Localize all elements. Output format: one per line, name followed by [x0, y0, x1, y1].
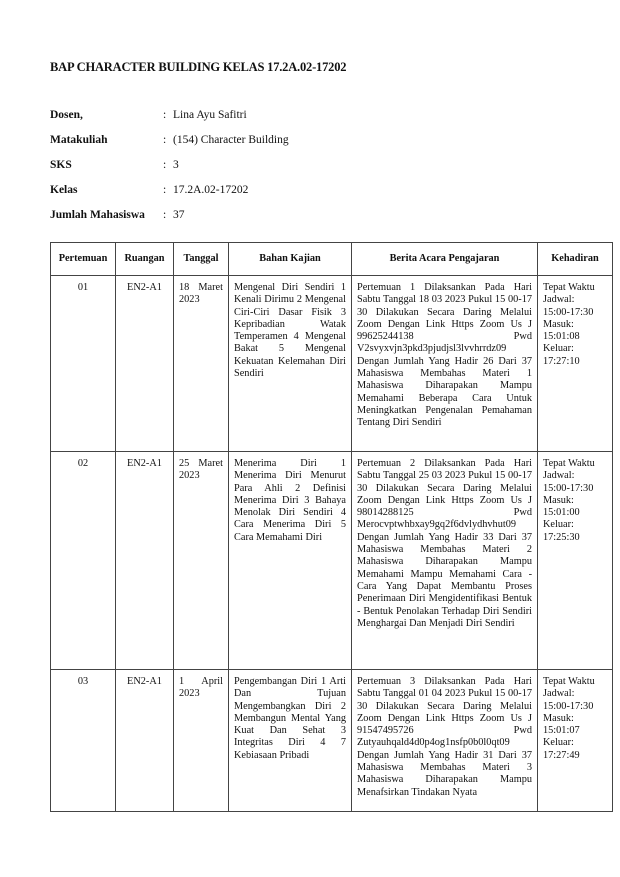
kehadiran-status: Tepat Waktu [543, 458, 595, 469]
cell-kehadiran [538, 276, 613, 452]
info-value: 3 [173, 158, 179, 171]
document-title: BAP CHARACTER BUILDING KELAS 17.2A.02-17202 [50, 60, 347, 74]
info-label: Kelas [50, 183, 78, 196]
cell-tanggal: 18 Maret 2023 [174, 276, 229, 452]
info-value: 37 [173, 208, 185, 221]
header-berita-acara: Berita Acara Pengajaran [352, 243, 538, 276]
info-colon: : [163, 183, 167, 196]
header-bahan-kajian: Bahan Kajian [229, 243, 352, 276]
info-value: Lina Ayu Safitri [173, 108, 247, 121]
course-info [50, 102, 289, 227]
kehadiran-keluar-label: Keluar: [543, 343, 574, 355]
kehadiran-masuk-label: Masuk: [543, 494, 574, 506]
kehadiran-jadwal-value: 15:00-17:30 [543, 482, 594, 494]
table-row [51, 670, 613, 812]
kehadiran-jadwal-label: Jadwal: [543, 294, 575, 306]
cell-bahan-kajian: Menerima Diri 1 Menerima Diri Menurut Para Ahli 2 Definisi Menerima Diri 3 Bahaya Menolak Diri Sendiri 4 Cara Menerima Diri 5 Cara Memahami Diri [229, 452, 352, 670]
kehadiran-masuk-value: 15:01:00 [543, 507, 580, 519]
cell-pertemuan: 01 [51, 276, 116, 452]
cell-bahan-kajian: Pengembangan Diri 1 Arti Dan Tujuan Mengembangkan Diri 2 Membangun Mental Yang Kuat Dan Sehat 3 Integritas Diri 4 7 Kebiasaan Pribadi [229, 670, 352, 812]
cell-berita-acara: Pertemuan 1 Dilaksankan Pada Hari Sabtu Tanggal 18 03 2023 Pukul 15 00-17 30 Dilakukan Secara Daring Melalui Zoom Dengan Link Https Zoom Us J 99625244138 Pwd V2svyxvjn3pkd3pjudjsl3lvvhrrdz09 Dengan Jumlah Yang Hadir 26 Dari 37 Mahasiswa Membahas Materi 1 Mahasiswa Diharapakan Mampu Memahami Beberapa Cara Untuk Meningkatkan Pengenalan Pemahaman Tentang Diri Sendiri [352, 276, 538, 452]
info-row-kelas [50, 177, 289, 202]
header-pertemuan: Pertemuan [51, 243, 116, 276]
kehadiran-keluar-label: Keluar: [543, 519, 574, 531]
kehadiran-masuk-value: 15:01:08 [543, 331, 580, 343]
kehadiran-status: Tepat Waktu [543, 676, 595, 687]
kehadiran-masuk-label: Masuk: [543, 318, 574, 330]
kehadiran-keluar-value: 17:25:30 [543, 531, 580, 543]
info-row-dosen [50, 102, 289, 127]
cell-berita-acara: Pertemuan 2 Dilaksankan Pada Hari Sabtu Tanggal 25 03 2023 Pukul 15 00-17 30 Dilakukan Secara Daring Melalui Zoom Dengan Link Https Zoom Us J 98014288125 Pwd Merocvptwhbxay9gq2f6dvlydhvhut09 Dengan Jumlah Yang Hadir 33 Dari 37 Mahasiswa Membahas Materi 2 Mahasiswa Diharapakan Mampu Memahami Mampu Memahami Cara - Cara Yang Dapat Membantu Proses Penerimaan Diri Mengidentifikasi Bentuk - Bentuk Penolakan Terhadap Diri Sendiri Menghargai Dan Menjadi Diri Sendiri [352, 452, 538, 670]
kehadiran-keluar-value: 17:27:10 [543, 355, 580, 367]
bap-table [50, 242, 613, 812]
cell-bahan-kajian: Mengenal Diri Sendiri 1 Kenali Dirimu 2 Mengenal Ciri-Ciri Dasar Fisik 3 Kepribadian Watak Temperamen 4 Mengenal Bakat 5 Mengenal Kekuatan Kelemahan Diri Sendiri [229, 276, 352, 452]
info-colon: : [163, 108, 167, 121]
cell-ruangan: EN2-A1 [116, 452, 174, 670]
table-row [51, 276, 613, 452]
table-row [51, 452, 613, 670]
info-colon: : [163, 158, 167, 171]
cell-ruangan: EN2-A1 [116, 276, 174, 452]
info-row-jumlah-mahasiswa [50, 202, 289, 227]
header-ruangan: Ruangan [116, 243, 174, 276]
info-colon: : [163, 208, 167, 221]
cell-kehadiran [538, 452, 613, 670]
kehadiran-jadwal-label: Jadwal: [543, 470, 575, 482]
info-label: Matakuliah [50, 133, 108, 146]
cell-kehadiran [538, 670, 613, 812]
cell-tanggal: 1 April 2023 [174, 670, 229, 812]
kehadiran-jadwal-value: 15:00-17:30 [543, 700, 594, 712]
info-row-sks [50, 152, 289, 177]
info-value: 17.2A.02-17202 [173, 183, 249, 196]
kehadiran-status: Tepat Waktu [543, 282, 595, 293]
cell-ruangan: EN2-A1 [116, 670, 174, 812]
kehadiran-masuk-label: Masuk: [543, 712, 574, 724]
kehadiran-masuk-value: 15:01:07 [543, 725, 580, 737]
info-label: Jumlah Mahasiswa [50, 208, 145, 221]
cell-berita-acara: Pertemuan 3 Dilaksankan Pada Hari Sabtu Tanggal 01 04 2023 Pukul 15 00-17 30 Dilakukan Secara Daring Melalui Zoom Dengan Link Https Zoom Us J 91547495726 Pwd Zutyauhqald4d0p4og1nsfp0b0l0qt09 Dengan Jumlah Yang Hadir 31 Dari 37 Mahasiswa Membahas Materi 3 Mahasiswa Diharapakan Mampu Menafsirkan Tindakan Nyata [352, 670, 538, 812]
cell-pertemuan: 03 [51, 670, 116, 812]
kehadiran-keluar-value: 17:27:49 [543, 749, 580, 761]
cell-tanggal: 25 Maret 2023 [174, 452, 229, 670]
info-row-matakuliah [50, 127, 289, 152]
info-label: Dosen, [50, 108, 83, 121]
kehadiran-keluar-label: Keluar: [543, 737, 574, 749]
info-colon: : [163, 133, 167, 146]
header-tanggal: Tanggal [174, 243, 229, 276]
header-kehadiran: Kehadiran [538, 243, 613, 276]
table-header-row [51, 243, 613, 276]
kehadiran-jadwal-label: Jadwal: [543, 688, 575, 700]
info-label: SKS [50, 158, 72, 171]
kehadiran-jadwal-value: 15:00-17:30 [543, 306, 594, 318]
cell-pertemuan: 02 [51, 452, 116, 670]
info-value: (154) Character Building [173, 133, 289, 146]
